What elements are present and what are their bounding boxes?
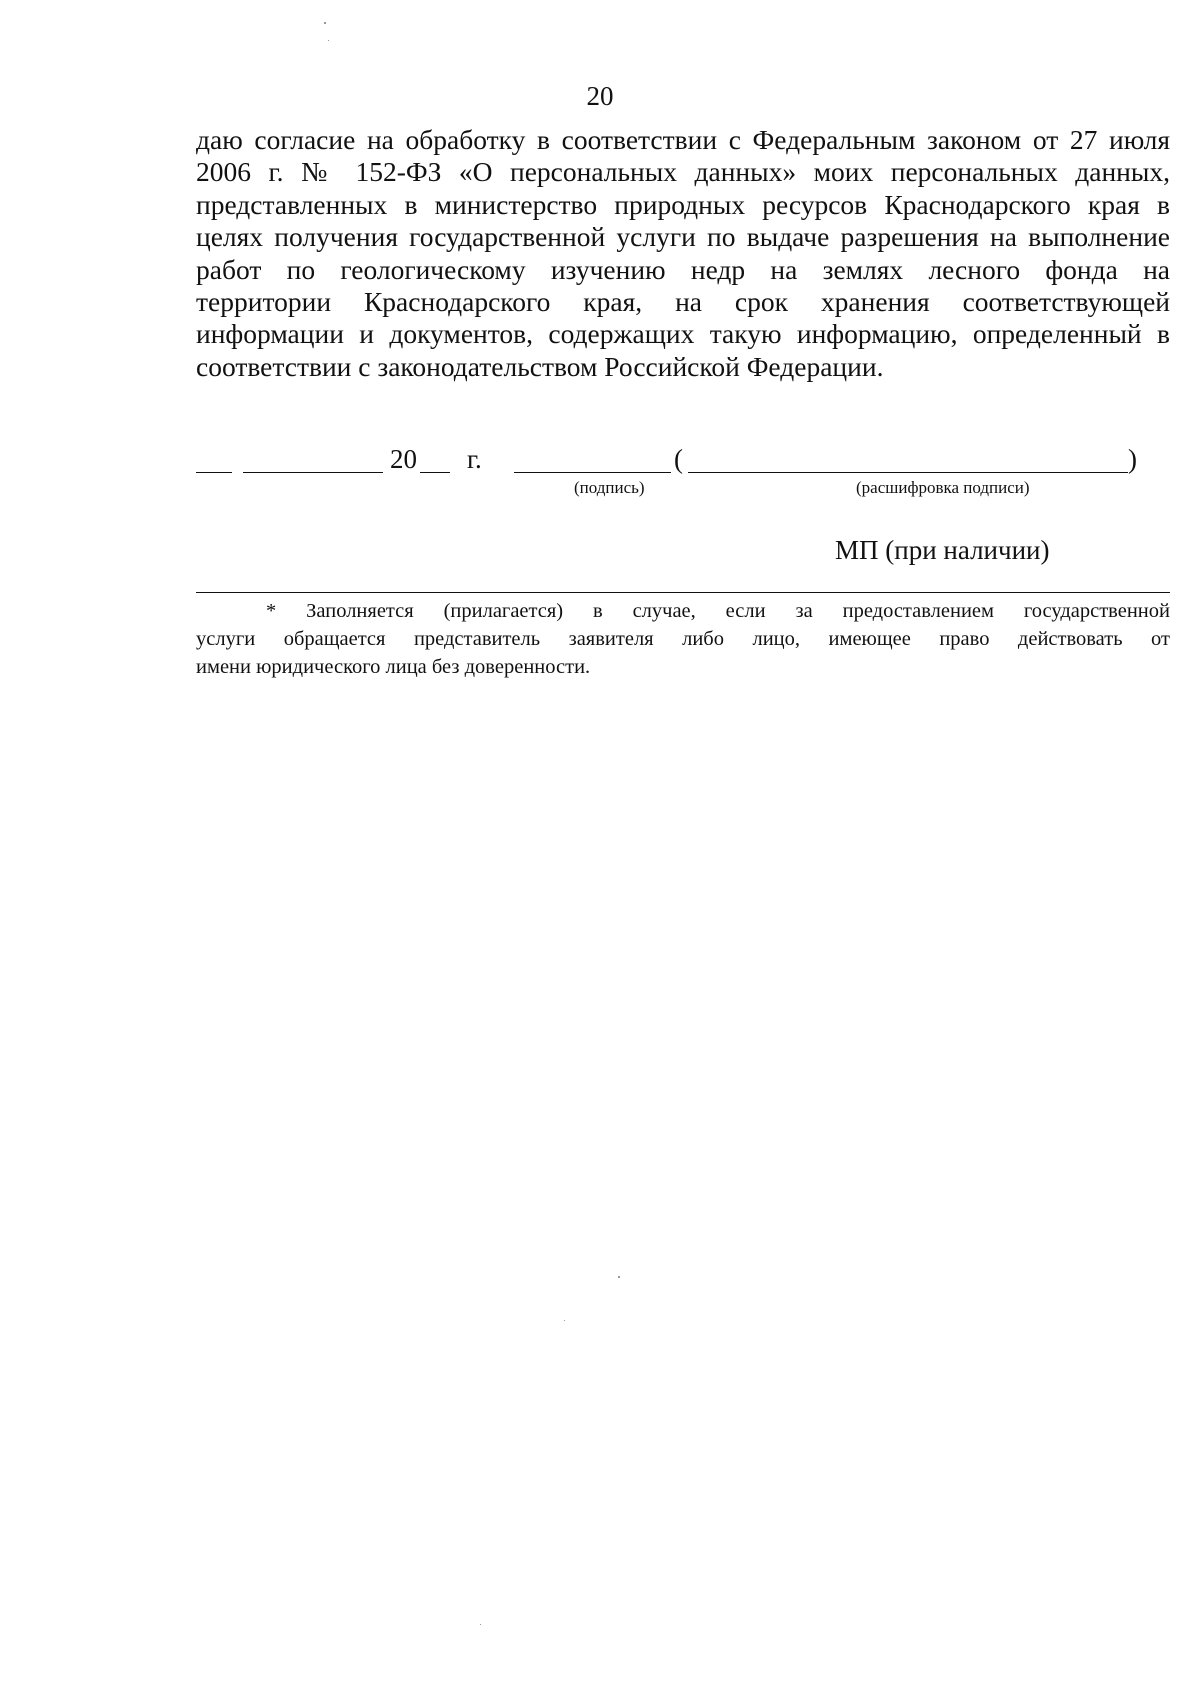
page-number: 20 [586, 81, 614, 111]
scan-speck [480, 1624, 481, 1625]
paragraph-line: 2006 г. № 152-ФЗ «О персональных данных» моих персональных данных, [196, 156, 1170, 188]
stamp-note: МП (при наличии) [835, 535, 1050, 565]
year-suffix: г. [467, 444, 482, 474]
footnote-line: услуги обращается представитель заявителя либо лицо, имеющее право действовать от [196, 628, 1170, 650]
open-paren: ( [674, 444, 683, 474]
paragraph-line: целях получения государственной услуги по выдаче разрешения на выполнение [196, 221, 1170, 253]
year-blank[interactable] [420, 444, 450, 473]
scan-speck [564, 1320, 565, 1321]
day-blank[interactable] [196, 444, 232, 473]
signature-decoding-blank[interactable] [688, 444, 1128, 473]
paragraph-line: даю согласие на обработку в соответствии с Федеральным законом от 27 июля [196, 124, 1170, 155]
close-paren: ) [1128, 444, 1137, 474]
signature-blank[interactable] [514, 444, 671, 473]
scan-speck [618, 1276, 620, 1278]
paragraph-line: территории Краснодарского края, на срок хранения соответствующей [196, 285, 1170, 317]
footnote-divider [196, 592, 1170, 593]
paragraph-line: соответствии с законодательством Российской Федерации. [196, 350, 884, 382]
paragraph-line: представленных в министерство природных ресурсов Краснодарского края в [196, 188, 1170, 220]
paragraph-line: работ по геологическому изучению недр на землях лесного фонда на [196, 253, 1170, 285]
footnote-line: * Заполняется (прилагается) в случае, если за предоставлением государственной [266, 600, 1170, 622]
signature-caption: (подпись) [574, 478, 645, 497]
month-blank[interactable] [243, 444, 383, 473]
signature-decoding-caption: (расшифровка подписи) [856, 478, 1030, 497]
footnote-line: имени юридического лица без доверенности. [196, 656, 591, 678]
year-prefix: 20 [390, 444, 417, 474]
paragraph-line: информации и документов, содержащих такую информацию, определенный в [196, 318, 1170, 350]
scan-speck [324, 22, 326, 24]
scan-speck [328, 40, 329, 41]
consent-paragraph [196, 124, 1170, 383]
footnote [196, 597, 1170, 681]
